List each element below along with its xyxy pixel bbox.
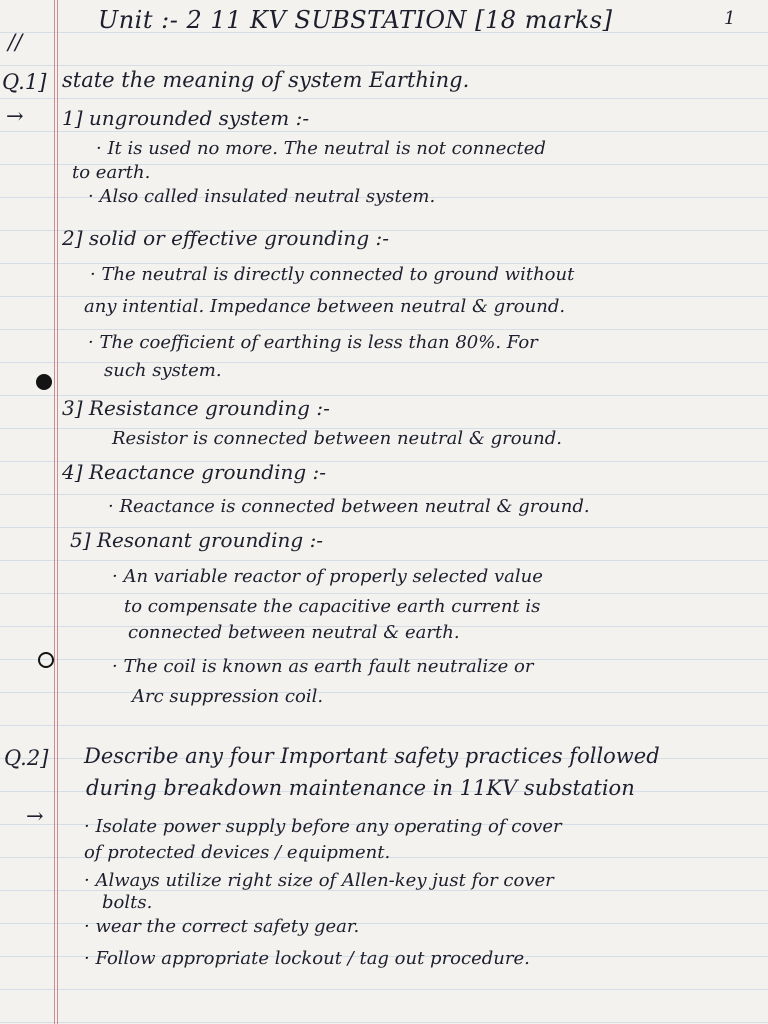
margin-line-inner (57, 0, 58, 1024)
binder-hole (38, 652, 54, 668)
item-line: Resistor is connected between neutral & ground. (112, 428, 562, 449)
safety-point: · Always utilize right size of Allen-key just for cover (84, 870, 554, 891)
item-heading: 5] Resonant grounding :- (70, 528, 324, 552)
binder-hole (36, 374, 52, 390)
page-number: 1 (724, 8, 736, 29)
margin-line (54, 0, 55, 1024)
question-number: Q.2] (4, 746, 49, 770)
item-line: · Also called insulated neutral system. (88, 186, 436, 207)
item-heading: 3] Resistance grounding :- (62, 396, 330, 420)
safety-point: of protected devices / equipment. (84, 842, 391, 863)
item-line: such system. (104, 360, 222, 381)
item-line: connected between neutral & earth. (128, 622, 460, 643)
item-line: · It is used no more. The neutral is not connected (96, 138, 546, 159)
safety-point: · wear the correct safety gear. (84, 916, 360, 937)
item-line: · The neutral is directly connected to ground without (90, 264, 575, 285)
item-line: to earth. (72, 162, 151, 183)
question-text: Describe any four Important safety practices followed (84, 744, 660, 768)
item-line: · The coefficient of earthing is less than 80%. For (88, 332, 538, 353)
item-line: Arc suppression coil. (132, 686, 324, 707)
page-title: Unit :- 2 11 KV SUBSTATION [18 marks] (98, 6, 613, 34)
arrow-icon: → (6, 104, 24, 128)
safety-point: bolts. (102, 892, 153, 913)
item-heading: 1] ungrounded system :- (62, 106, 310, 130)
item-line: any intential. Impedance between neutral & ground. (84, 296, 566, 317)
item-line: · Reactance is connected between neutral & ground. (108, 496, 590, 517)
question-text: during breakdown maintenance in 11KV substation (86, 776, 635, 800)
margin-mark: // (8, 30, 23, 54)
item-line: · An variable reactor of properly selected value (112, 566, 543, 587)
question-text: state the meaning of system Earthing. (62, 68, 470, 92)
question-number: Q.1] (2, 70, 47, 94)
safety-point: · Isolate power supply before any operating of cover (84, 816, 562, 837)
item-line: to compensate the capacitive earth current is (124, 596, 541, 617)
item-line: · The coil is known as earth fault neutralize or (112, 656, 534, 677)
arrow-icon: → (26, 804, 44, 828)
item-heading: 2] solid or effective grounding :- (62, 226, 389, 250)
item-heading: 4] Reactance grounding :- (62, 460, 327, 484)
safety-point: · Follow appropriate lockout / tag out procedure. (84, 948, 530, 969)
